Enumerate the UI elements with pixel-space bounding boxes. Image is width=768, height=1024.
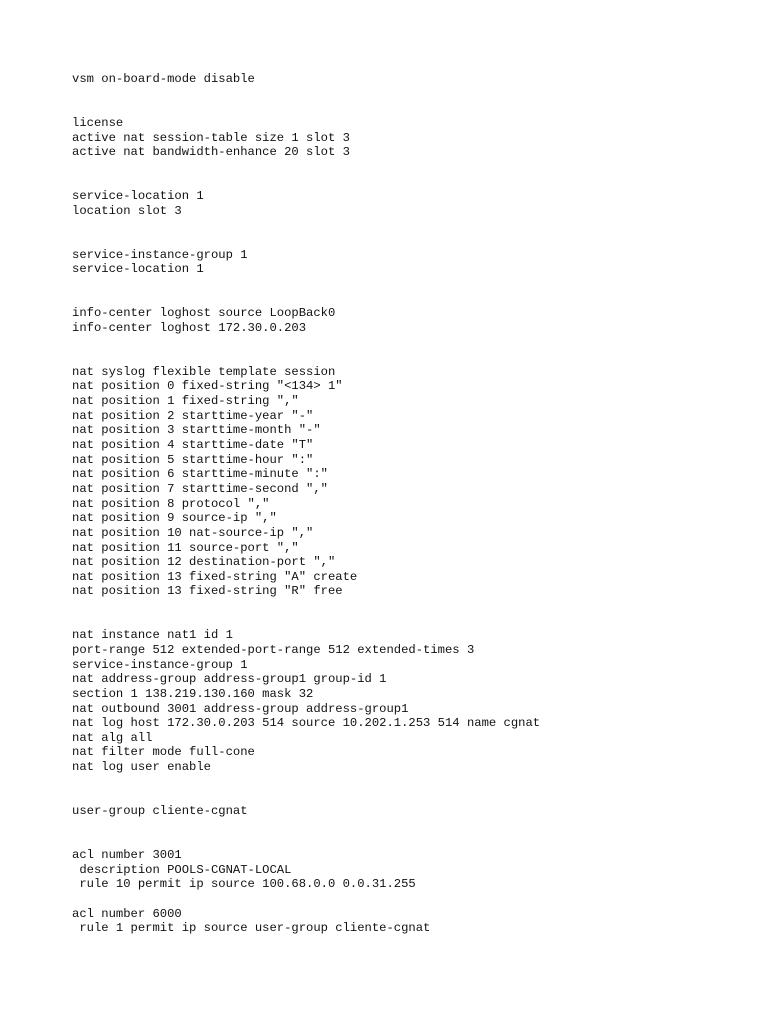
config-line: nat filter mode full-cone [72, 745, 255, 760]
config-line: nat position 13 fixed-string "A" create [72, 569, 358, 584]
config-line: service-location 1 [72, 262, 204, 277]
config-line: user-group cliente-cgnat [72, 804, 248, 819]
blank-line [72, 336, 752, 351]
blank-line [72, 233, 752, 248]
config-line: nat position 8 protocol "," [72, 496, 270, 511]
config-line: acl number 3001 [72, 847, 182, 862]
blank-line [72, 350, 752, 365]
config-line: nat position 9 source-ip "," [72, 511, 277, 526]
config-line: nat position 2 starttime-year "-" [72, 408, 314, 423]
blank-line [72, 789, 752, 804]
config-line: service-location 1 [72, 189, 204, 204]
config-line: info-center loghost 172.30.0.203 [72, 320, 307, 335]
config-line: info-center loghost source LoopBack0 [72, 306, 336, 321]
blank-line [72, 819, 752, 834]
blank-line [72, 833, 752, 848]
config-line: description POOLS-CGNAT-LOCAL [72, 862, 292, 877]
config-line: rule 1 permit ip source user-group cliente-cgnat [72, 921, 431, 936]
config-line: location slot 3 [72, 203, 182, 218]
config-line: port-range 512 extended-port-range 512 extended-times 3 [72, 642, 475, 657]
config-line: nat instance nat1 id 1 [72, 628, 233, 643]
config-line: nat position 13 fixed-string "R" free [72, 584, 343, 599]
config-line: nat position 10 nat-source-ip "," [72, 525, 314, 540]
blank-line [72, 160, 752, 175]
blank-line [72, 292, 752, 307]
config-line: nat position 5 starttime-hour ":" [72, 452, 314, 467]
config-line: active nat session-table size 1 slot 3 [72, 130, 350, 145]
config-line: nat position 11 source-port "," [72, 540, 299, 555]
blank-line [72, 614, 752, 629]
blank-line [72, 775, 752, 790]
config-line: acl number 6000 [72, 906, 182, 921]
config-line: service-instance-group 1 [72, 657, 248, 672]
config-line: nat position 1 fixed-string "," [72, 394, 299, 409]
config-line: vsm on-board-mode disable [72, 72, 255, 86]
config-line: nat position 0 fixed-string "<134> 1" [72, 379, 343, 394]
config-line: section 1 138.219.130.160 mask 32 [72, 686, 314, 701]
config-line: nat log user enable [72, 760, 211, 775]
config-line: nat position 6 starttime-minute ":" [72, 467, 328, 482]
config-line: service-instance-group 1 [72, 247, 248, 262]
config-line: nat position 7 starttime-second "," [72, 481, 328, 496]
blank-line [72, 218, 752, 233]
blank-line [72, 87, 752, 102]
config-line: nat position 4 starttime-date "T" [72, 438, 314, 453]
config-line: nat position 3 starttime-month "-" [72, 423, 321, 438]
config-line: nat address-group address-group1 group-id 1 [72, 672, 387, 687]
blank-line [72, 892, 752, 907]
config-line: license [72, 115, 124, 130]
config-line: active nat bandwidth-enhance 20 slot 3 [72, 145, 350, 160]
blank-line [72, 101, 752, 116]
config-text [72, 72, 752, 936]
config-line: nat position 12 destination-port "," [72, 555, 336, 570]
blank-line [72, 599, 752, 614]
config-line: nat syslog flexible template session [72, 364, 336, 379]
blank-line [72, 174, 752, 189]
config-line: nat outbound 3001 address-group address-group1 [72, 701, 409, 716]
blank-line [72, 277, 752, 292]
config-line: rule 10 permit ip source 100.68.0.0 0.0.31.255 [72, 877, 416, 892]
config-line: nat alg all [72, 730, 153, 745]
config-line: nat log host 172.30.0.203 514 source 10.202.1.253 514 name cgnat [72, 716, 541, 731]
